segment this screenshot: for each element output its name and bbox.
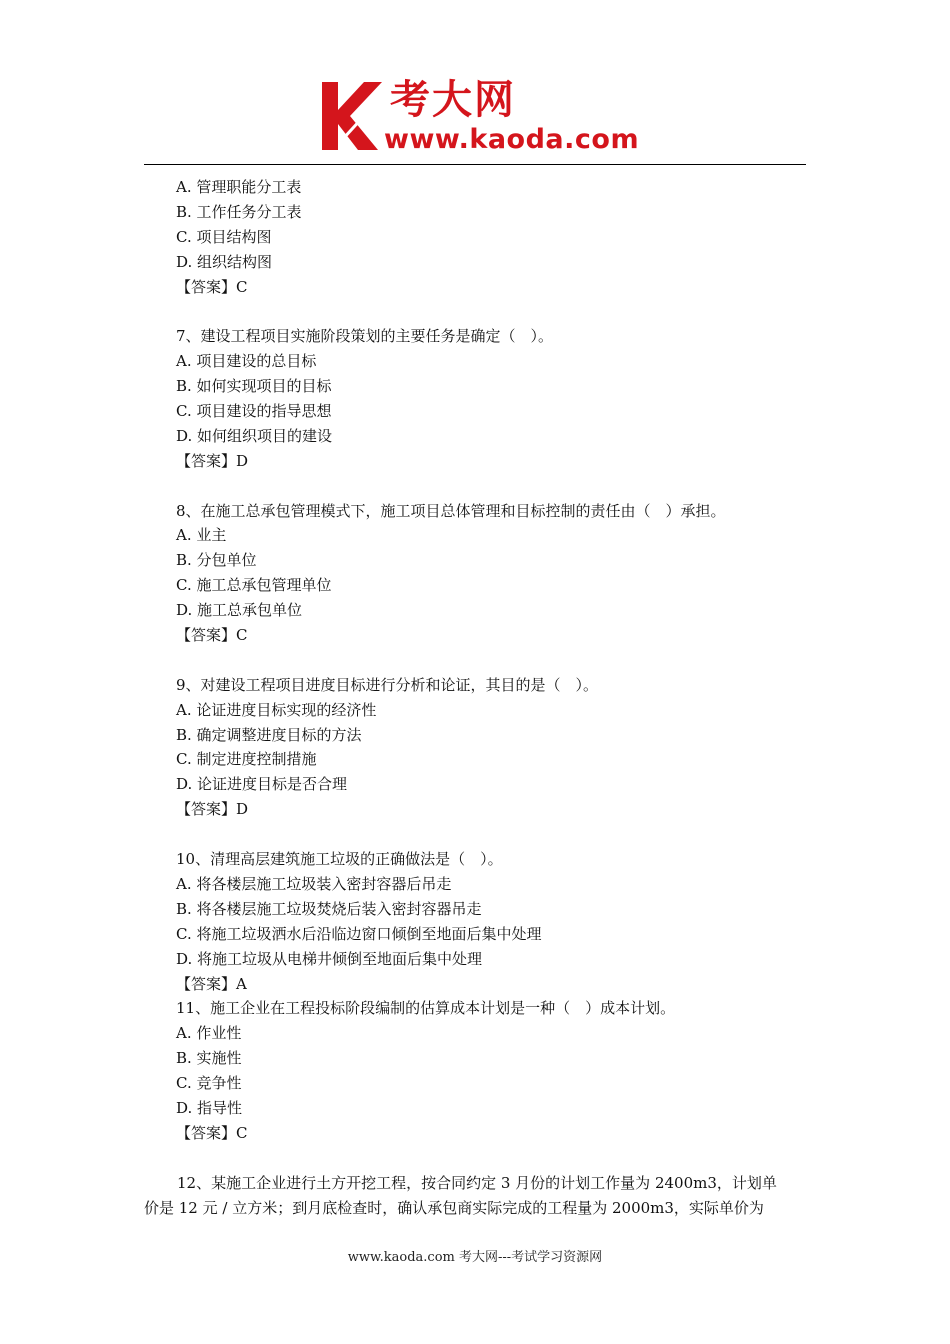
q10-question: 10、清理高层建筑施工垃圾的正确做法是（ ）。	[176, 850, 503, 869]
q9-question: 9、对建设工程项目进度目标进行分析和论证，其目的是（ ）。	[176, 675, 599, 694]
q11-answer: 【答案】C	[176, 1123, 248, 1142]
q10-option-a: A. 将各楼层施工垃圾装入密封容器后吊走	[176, 874, 452, 893]
q12-paragraph	[144, 1171, 806, 1221]
q9-option-d: D. 论证进度目标是否合理	[176, 775, 348, 794]
q7-option-d: D. 如何组织项目的建设	[176, 426, 333, 445]
q11-option-c: C. 竞争性	[176, 1074, 242, 1093]
q6-option-b: B. 工作任务分工表	[176, 202, 302, 221]
q9-option-c: C. 制定进度控制措施	[176, 750, 317, 769]
q9-option-a: A. 论证进度目标实现的经济性	[176, 700, 377, 719]
k-logo-icon	[318, 80, 388, 152]
q8-question: 8、在施工总承包管理模式下，施工项目总体管理和目标控制的责任由（ ）承担。	[176, 501, 726, 520]
q9-option-b: B. 确定调整进度目标的方法	[176, 725, 362, 744]
logo-chinese-text: 考大网	[390, 77, 516, 123]
q10-option-c: C. 将施工垃圾洒水后沿临边窗口倾倒至地面后集中处理	[176, 924, 542, 943]
q9-answer: 【答案】D	[176, 800, 249, 819]
q8-option-a: A. 业主	[176, 526, 227, 545]
q7-option-c: C. 项目建设的指导思想	[176, 402, 332, 421]
q11-option-b: B. 实施性	[176, 1049, 242, 1068]
q11-question: 11、施工企业在工程投标阶段编制的估算成本计划是一种（ ）成本计划。	[176, 999, 676, 1018]
q7-question: 7、建设工程项目实施阶段策划的主要任务是确定（ ）。	[176, 327, 554, 346]
q10-answer: 【答案】A	[176, 974, 247, 993]
q7-option-b: B. 如何实现项目的目标	[176, 377, 332, 396]
kaoda-logo[interactable]	[318, 76, 638, 160]
q8-option-c: C. 施工总承包管理单位	[176, 576, 332, 595]
q8-option-d: D. 施工总承包单位	[176, 601, 303, 620]
q11-option-d: D. 指导性	[176, 1098, 243, 1117]
page-footer: www.kaoda.com 考大网---考试学习资源网	[347, 1250, 603, 1265]
q12-line-1: 12、某施工企业进行土方开挖工程，按合同约定 3 月份的计划工作量为 2400m3，计划单	[177, 1174, 777, 1192]
q7-answer: 【答案】D	[176, 451, 249, 470]
header-divider	[144, 164, 806, 165]
q10-option-d: D. 将施工垃圾从电梯井倾倒至地面后集中处理	[176, 949, 483, 968]
question-list	[176, 175, 816, 1146]
q8-option-b: B. 分包单位	[176, 551, 257, 570]
q11-option-a: A. 作业性	[176, 1024, 242, 1043]
q10-option-b: B. 将各楼层施工垃圾焚烧后装入密封容器吊走	[176, 899, 482, 918]
q6-option-a: A. 管理职能分工表	[176, 178, 302, 196]
q12-line-2: 价是 12 元 / 立方米；到月底检查时，确认承包商实际完成的工程量为 2000m3，实际单价为	[144, 1199, 764, 1217]
q6-option-d: D. 组织结构图	[176, 252, 273, 271]
q8-answer: 【答案】C	[176, 626, 248, 645]
q6-answer: 【答案】C	[176, 277, 248, 296]
q7-option-a: A. 项目建设的总目标	[176, 352, 317, 371]
q6-option-c: C. 项目结构图	[176, 227, 272, 246]
logo-url-text: www.kaoda.com	[384, 124, 640, 155]
